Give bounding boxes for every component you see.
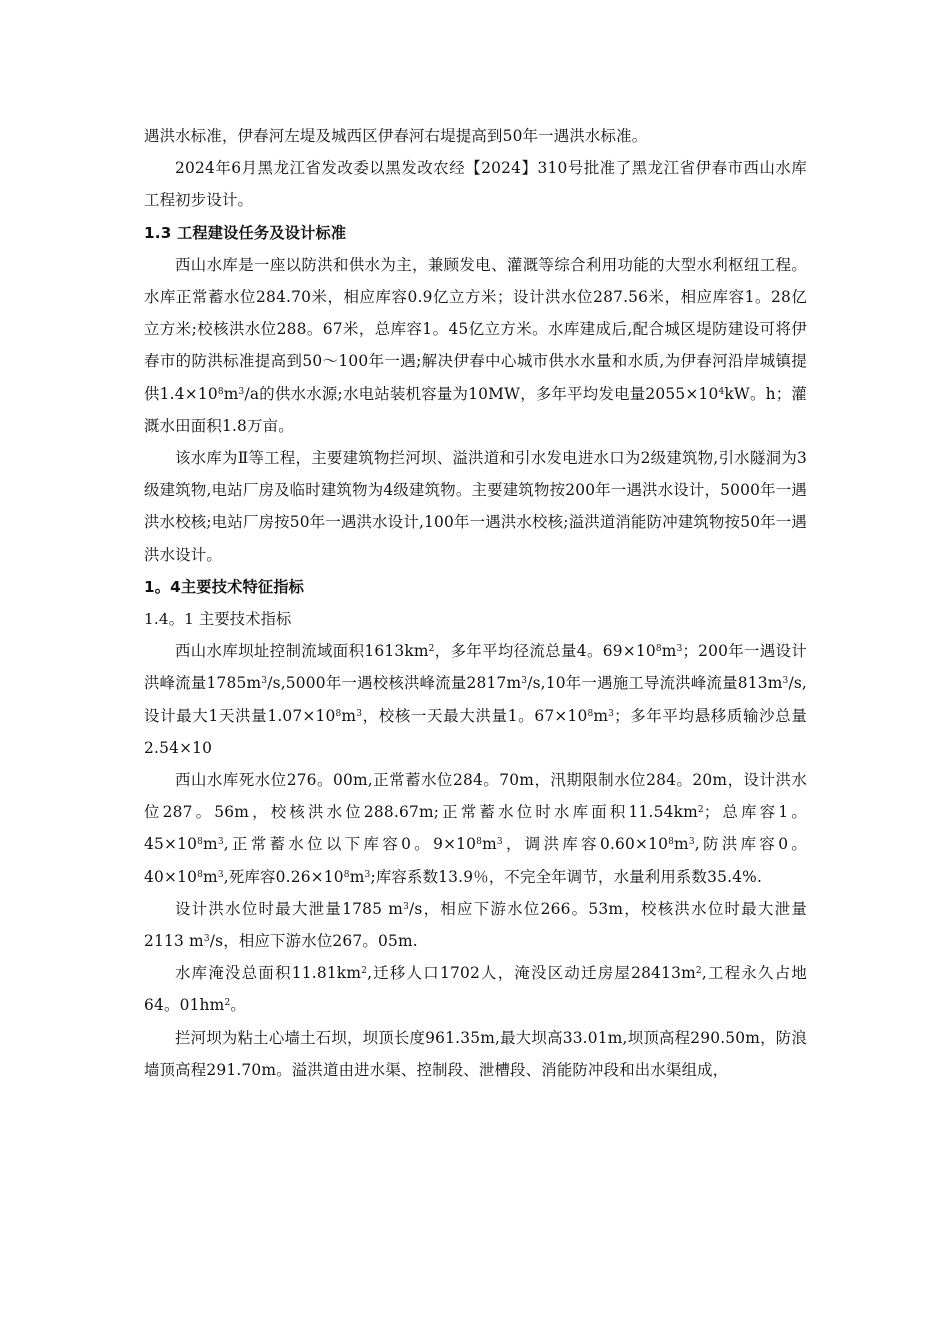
paragraph: 水库淹没总面积$11.81km^2$,迁移人口1702人，淹没区动迁房屋$28413m^2$,工程永久占地64。$01hm^2$。 [144, 964, 808, 1015]
paragraph: 西山水库死水位276。00m,正常蓄水位284。70m，汛期限制水位284。20m，设计洪水位287。56m，校核洪水位288.67m;正常蓄水位时水库面积$11.54km^2$；总库容1。$45\times 10^8m^3$,正常蓄水位以下库容0。$9\times 10^8m^3$，调洪库容$0.60\times 10^8m^3$,防洪库容0。$40\times 10^8m^3$,死库容$0.26\times 10^8m^3$;库容系数13.9％，不完全年调节，水量利用系数35.4%. [144, 771, 808, 886]
paragraph: 遇洪水标准，伊春河左堤及城西区伊春河右堤提高到50年一遇洪水标准。 [144, 127, 648, 145]
subsection-heading: 1.4。1 主要技术指标 [144, 610, 292, 629]
document-body [144, 120, 807, 1086]
paragraph: 该水库为Ⅱ等工程，主要建筑物拦河坝、溢洪道和引水发电进水口为2级建筑物,引水隧洞为3级建筑物,电站厂房及临时建筑物为4级建筑物。主要建筑物按200年一遇洪水设计，5000年一遇洪水校核;电站厂房按50年一遇洪水设计,100年一遇洪水校核;溢洪道消能防冲建筑物按50年一遇洪水设计。 [144, 449, 807, 564]
paragraph: 设计洪水位时最大泄量1785 $m^3/s$，相应下游水位266。53m，校核洪水位时最大泄量2113 $m^3/s$，相应下游水位267。05m. [144, 899, 807, 951]
paragraph: 拦河坝为粘土心墙土石坝，坝顶长度961.35m,最大坝高33.01m,坝顶高程290.50m，防浪墙顶高程291.70m。溢洪道由进水渠、控制段、泄槽段、消能防冲段和出水渠组成， [144, 1028, 807, 1079]
paragraph: 2024年6月黑龙江省发改委以黑发改农经【2024】310号批准了黑龙江省伊春市西山水库工程初步设计。 [144, 159, 807, 210]
paragraph: 西山水库坝址控制流域面积$1613km^2$，多年平均径流总量4。$69\times 10^8m^3$；200年一遇设计洪峰流量$1785m^3/s,5000$年一遇校核洪峰流量$2817m^3/s,10$年一遇施工导流洪峰流量$813m^3/s$,设计最大1天洪量$1.07\times 10^8m^3$，校核一天最大洪量1。$67\times 10^8m^3$；多年平均悬移质输沙总量2.54×10 [144, 642, 808, 757]
section-heading: 1。4主要技术特征指标 [144, 577, 305, 596]
section-heading: 1.3 工程建设任务及设计标准 [144, 223, 347, 242]
paragraph: 西山水库是一座以防洪和供水为主，兼顾发电、灌溉等综合利用功能的大型水利枢纽工程。水库正常蓄水位284.70米，相应库容0.9亿立方米；设计洪水位287.56米，相应库容1。28亿立方米;校核洪水位288。67米，总库容1。45亿立方米。水库建成后,配合城区堤防建设可将伊春市的防洪标准提高到50～100年一遇;解决伊春中心城市供水水量和水质,为伊春河沿岸城镇提供$1.4\times 10^8m^3/a$的供水水源;水电站装机容量为10MW，多年平均发电量$2055\times 10^4kW$。h；灌溉水田面积1.8万亩。 [144, 255, 807, 435]
